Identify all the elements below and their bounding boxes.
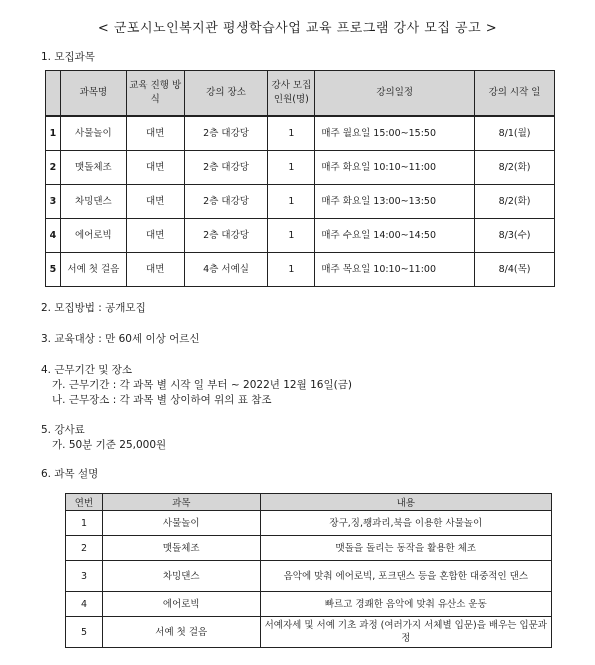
row-no: 3 (66, 561, 103, 592)
row-no: 2 (66, 536, 103, 561)
header-schedule: 강의일정 (315, 71, 475, 117)
description-table-header (66, 494, 552, 511)
row-subject: 맷돌체조 (102, 536, 260, 561)
row-no: 5 (66, 617, 103, 648)
header-count: 강사 모집 인원(명) (268, 71, 315, 117)
header-subject: 과목명 (60, 71, 126, 117)
section2-text: 2. 모집방법 : 공개모집 (41, 302, 146, 314)
recruit-table-header (46, 71, 555, 117)
header-mode: 교육 진행 방식 (126, 71, 184, 117)
row-subject: 서예 첫 걸음 (60, 253, 126, 287)
row-mode: 대면 (126, 219, 184, 253)
row-count: 1 (268, 185, 315, 219)
row-content: 맷돌을 돌리는 동작을 활용한 체조 (260, 536, 551, 561)
row-no: 3 (46, 185, 61, 219)
row-subject: 맷돌체조 (60, 151, 126, 185)
page-title: < 군포시노인복지관 평생학습사업 교육 프로그램 강사 모집 공고 > (97, 21, 498, 36)
header-no (46, 71, 61, 117)
table-row (66, 536, 552, 561)
row-mode: 대면 (126, 185, 184, 219)
table-row (46, 116, 555, 151)
subject-description-table (65, 493, 552, 648)
row-count: 1 (268, 219, 315, 253)
row-no: 4 (46, 219, 61, 253)
table-row (46, 253, 555, 287)
row-count: 1 (268, 253, 315, 287)
row-schedule: 매주 목요일 10:10~11:00 (315, 253, 475, 287)
row-mode: 대면 (126, 151, 184, 185)
row-count: 1 (268, 116, 315, 151)
row-subject: 에어로빅 (102, 592, 260, 617)
row-subject: 에어로빅 (60, 219, 126, 253)
table-row (46, 219, 555, 253)
row-subject: 서예 첫 걸음 (102, 617, 260, 648)
row-subject: 사물놀이 (60, 116, 126, 151)
section6-heading: 6. 과목 설명 (41, 468, 99, 480)
row-start: 8/3(수) (475, 219, 555, 253)
section4-period: 가. 근무기간 : 각 과목 별 시작 일 부터 ~ 2022년 12월 16일(금) (52, 379, 352, 391)
section3-text: 3. 교육대상 : 만 60세 이상 어르신 (41, 333, 200, 345)
row-start: 8/2(화) (475, 151, 555, 185)
recruit-table (45, 70, 555, 287)
row-start: 8/1(월) (475, 116, 555, 151)
row-start: 8/2(화) (475, 185, 555, 219)
row-content: 빠르고 경쾌한 음악에 맞춰 유산소 운동 (260, 592, 551, 617)
row-place: 2층 대강당 (184, 151, 268, 185)
row-place: 4층 서예실 (184, 253, 268, 287)
row-no: 4 (66, 592, 103, 617)
row-subject: 차밍댄스 (102, 561, 260, 592)
section5-fee: 가. 50분 기준 25,000원 (52, 439, 167, 451)
row-no: 1 (66, 511, 103, 536)
row-schedule: 매주 화요일 13:00~13:50 (315, 185, 475, 219)
section5-heading: 5. 강사료 (41, 424, 85, 436)
row-mode: 대면 (126, 116, 184, 151)
section4-heading: 4. 근무기간 및 장소 (41, 364, 133, 376)
row-no: 2 (46, 151, 61, 185)
row-content: 음악에 맞춰 에어로빅, 포크댄스 등을 혼합한 대중적인 댄스 (260, 561, 551, 592)
row-count: 1 (268, 151, 315, 185)
table-row (46, 185, 555, 219)
row-content: 장구,징,꽹과리,북을 이용한 사물놀이 (260, 511, 551, 536)
table-row (66, 561, 552, 592)
header-content: 내용 (260, 494, 551, 511)
row-place: 2층 대강당 (184, 185, 268, 219)
row-content: 서예자세 및 서예 기초 과정 (여러가지 서체별 입문)을 배우는 입문과정 (260, 617, 551, 648)
table-row (66, 511, 552, 536)
table-row (66, 617, 552, 648)
row-no: 5 (46, 253, 61, 287)
row-schedule: 매주 월요일 15:00~15:50 (315, 116, 475, 151)
table-row (66, 592, 552, 617)
header-start: 강의 시작 일 (475, 71, 555, 117)
row-mode: 대면 (126, 253, 184, 287)
row-start: 8/4(목) (475, 253, 555, 287)
header-place: 강의 장소 (184, 71, 268, 117)
row-schedule: 매주 수요일 14:00~14:50 (315, 219, 475, 253)
row-schedule: 매주 화요일 10:10~11:00 (315, 151, 475, 185)
header-subject: 과목 (102, 494, 260, 511)
row-place: 2층 대강당 (184, 116, 268, 151)
row-subject: 차밍댄스 (60, 185, 126, 219)
header-no: 연번 (66, 494, 103, 511)
row-subject: 사물놀이 (102, 511, 260, 536)
section1-heading: 1. 모집과목 (41, 51, 95, 63)
row-place: 2층 대강당 (184, 219, 268, 253)
section4-place: 나. 근무장소 : 각 과목 별 상이하여 위의 표 참조 (52, 394, 272, 406)
table-row (46, 151, 555, 185)
row-no: 1 (46, 116, 61, 151)
